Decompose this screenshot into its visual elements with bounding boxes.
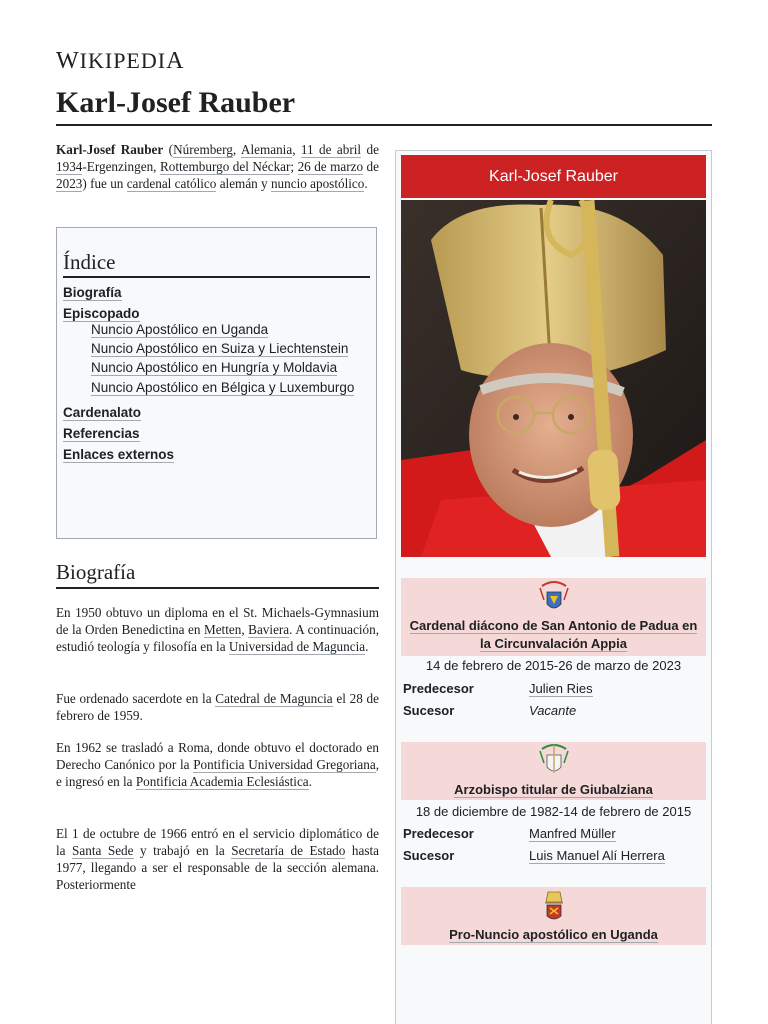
- predecesor-link[interactable]: Julien Ries: [529, 681, 593, 696]
- predecesor-label: Predecesor: [403, 681, 474, 696]
- intro-text: ;: [290, 159, 298, 174]
- link-catedral-maguncia[interactable]: Catedral de Maguncia: [215, 691, 333, 706]
- bio-text: ,: [241, 622, 249, 637]
- toc-item-label: Cardenalato: [63, 405, 142, 420]
- portrait-illustration: [401, 200, 706, 557]
- toc-item-label: Referencias: [63, 426, 140, 441]
- toc-subitem-label: Nuncio Apostólico en Suiza y Liechtenstein: [91, 341, 349, 356]
- toc-subitem-suiza[interactable]: [91, 340, 370, 357]
- bio-text: , e ingresó en la: [56, 757, 379, 789]
- sucesor-label: Sucesor: [403, 703, 455, 718]
- link-birth-year[interactable]: 1934: [56, 159, 83, 174]
- bio-text: . A continuación, estudió teología y filosofía en la: [56, 622, 379, 654]
- toc-item-label: Episcopado: [63, 306, 140, 321]
- infobox: [395, 150, 712, 1024]
- intro-text: ,: [232, 142, 241, 157]
- bio-paragraph-2: [56, 690, 379, 724]
- bio-text: el 28 de febrero de 1959.: [56, 691, 379, 723]
- toc-subitem-label: Nuncio Apostólico en Bélgica y Luxemburgo: [91, 380, 355, 395]
- bio-paragraph-1: [56, 604, 379, 655]
- toc-item-label: Biografía: [63, 285, 122, 300]
- link-nuremberg[interactable]: Núremberg: [173, 142, 233, 157]
- toc-subitem-hungria[interactable]: [91, 359, 370, 376]
- sucesor-label: Sucesor: [403, 848, 455, 863]
- section-title: Pro-Nuncio apostólico en Uganda: [449, 927, 658, 942]
- bio-text: En 1950 obtuvo un diploma en el St. Michaels-Gymnasium de la Orden Benedictina en: [56, 605, 379, 637]
- infobox-section-arzobispo: [401, 742, 706, 800]
- predecesor-link[interactable]: Manfred Müller: [529, 826, 616, 841]
- intro-text: ,: [292, 142, 301, 157]
- bio-paragraph-3: [56, 739, 379, 790]
- section-heading-biografia: Biografía: [56, 560, 379, 589]
- bio-text: En 1962 se trasladó a Roma, donde obtuvo el doctorado en Derecho Canónico por la: [56, 740, 379, 772]
- link-cardenal-catolico[interactable]: cardenal católico: [126, 176, 217, 191]
- cardenal-dates: 14 de febrero de 2015-26 de marzo de 2023: [425, 658, 682, 673]
- intro-text: de: [361, 142, 379, 157]
- link-santa-sede[interactable]: Santa Sede: [72, 843, 134, 858]
- intro-text: alemán y: [216, 176, 271, 191]
- section-title: Cardenal diácono de San Antonio de Padua en la Circunvalación Appia: [409, 618, 698, 651]
- section-title-link[interactable]: [401, 781, 706, 799]
- bio-text: El 1 de octubre de 1966 entró en el servicio diplomático de la: [56, 826, 379, 858]
- bio-text: .: [365, 639, 369, 654]
- infobox-title: Karl-Josef Rauber: [401, 155, 706, 198]
- wikipedia-wordmark[interactable]: [56, 48, 184, 75]
- link-baviera[interactable]: Baviera: [248, 622, 290, 637]
- intro-text: de: [363, 159, 380, 174]
- page-title: Karl-Josef Rauber: [56, 86, 712, 126]
- intro-paragraph: [56, 141, 379, 192]
- toc-subitem-belgica[interactable]: [91, 379, 370, 396]
- link-academia-eclesiastica[interactable]: Pontificia Academia Eclesiástica: [135, 774, 309, 789]
- papal-coat-of-arms-icon: [534, 888, 574, 924]
- toc-subitem-label: Nuncio Apostólico en Hungría y Moldavia: [91, 360, 338, 375]
- link-death-year[interactable]: 2023: [56, 176, 83, 191]
- bio-text: hasta 1977, llegando a ser el responsable de la sección alemana. Posteriormente: [56, 843, 379, 892]
- sucesor-value: Vacante: [529, 703, 577, 718]
- bio-text: .: [308, 774, 312, 789]
- link-alemania[interactable]: Alemania: [240, 142, 293, 157]
- infobox-section-cardenal: [401, 578, 706, 656]
- predecesor-label: Predecesor: [403, 826, 474, 841]
- portrait-photo[interactable]: [401, 200, 706, 557]
- toc-item-biografia[interactable]: [63, 285, 370, 300]
- sucesor-link[interactable]: Luis Manuel Alí Herrera: [529, 848, 665, 863]
- toc-item-enlaces-externos[interactable]: [63, 447, 370, 462]
- toc-heading: Índice: [63, 250, 370, 278]
- link-nuncio-apostolico[interactable]: nuncio apostólico: [270, 176, 365, 191]
- link-birth-date[interactable]: 11 de abril: [300, 142, 362, 157]
- intro-text: .: [364, 176, 368, 191]
- subject-name: Karl-Josef Rauber: [56, 142, 164, 157]
- toc-subitem-label: Nuncio Apostólico en Uganda: [91, 322, 269, 337]
- infobox-section-pro-nuncio: [401, 887, 706, 945]
- table-of-contents: [56, 227, 377, 539]
- link-secretaria-estado[interactable]: Secretaría de Estado: [231, 843, 346, 858]
- toc-subitem-uganda[interactable]: [91, 321, 370, 338]
- toc-item-referencias[interactable]: [63, 426, 370, 441]
- arzobispo-dates: 18 de diciembre de 1982-14 de febrero de 2015: [415, 804, 692, 819]
- wordmark-final: A: [166, 48, 185, 74]
- link-universidad-maguncia[interactable]: Universidad de Maguncia: [228, 639, 366, 654]
- toc-item-episcopado[interactable]: [63, 306, 370, 321]
- link-death-date[interactable]: 26 de marzo: [297, 159, 364, 174]
- wordmark-initial: W: [56, 48, 80, 74]
- link-gregoriana[interactable]: Pontificia Universidad Gregoriana: [193, 757, 376, 772]
- section-title: Arzobispo titular de Giubalziana: [454, 782, 653, 797]
- link-rottemburgo[interactable]: Rottemburgo del Néckar: [159, 159, 291, 174]
- cardinal-coat-of-arms-icon: [534, 580, 574, 616]
- intro-text: -Ergenzingen,: [82, 159, 160, 174]
- link-metten[interactable]: Metten: [203, 622, 242, 637]
- toc-item-label: Enlaces externos: [63, 447, 175, 462]
- bio-text: y trabajó en la: [133, 843, 232, 858]
- bio-paragraph-4: [56, 825, 379, 893]
- section-title-link[interactable]: [401, 926, 706, 944]
- bio-text: Fue ordenado sacerdote en la: [56, 691, 216, 706]
- intro-text: ) fue un: [82, 176, 127, 191]
- intro-text: (: [163, 142, 174, 157]
- archbishop-coat-of-arms-icon: [534, 743, 574, 779]
- toc-item-cardenalato[interactable]: [63, 405, 370, 420]
- wordmark-middle: IKIPEDI: [79, 48, 167, 73]
- section-title-link[interactable]: [401, 617, 706, 653]
